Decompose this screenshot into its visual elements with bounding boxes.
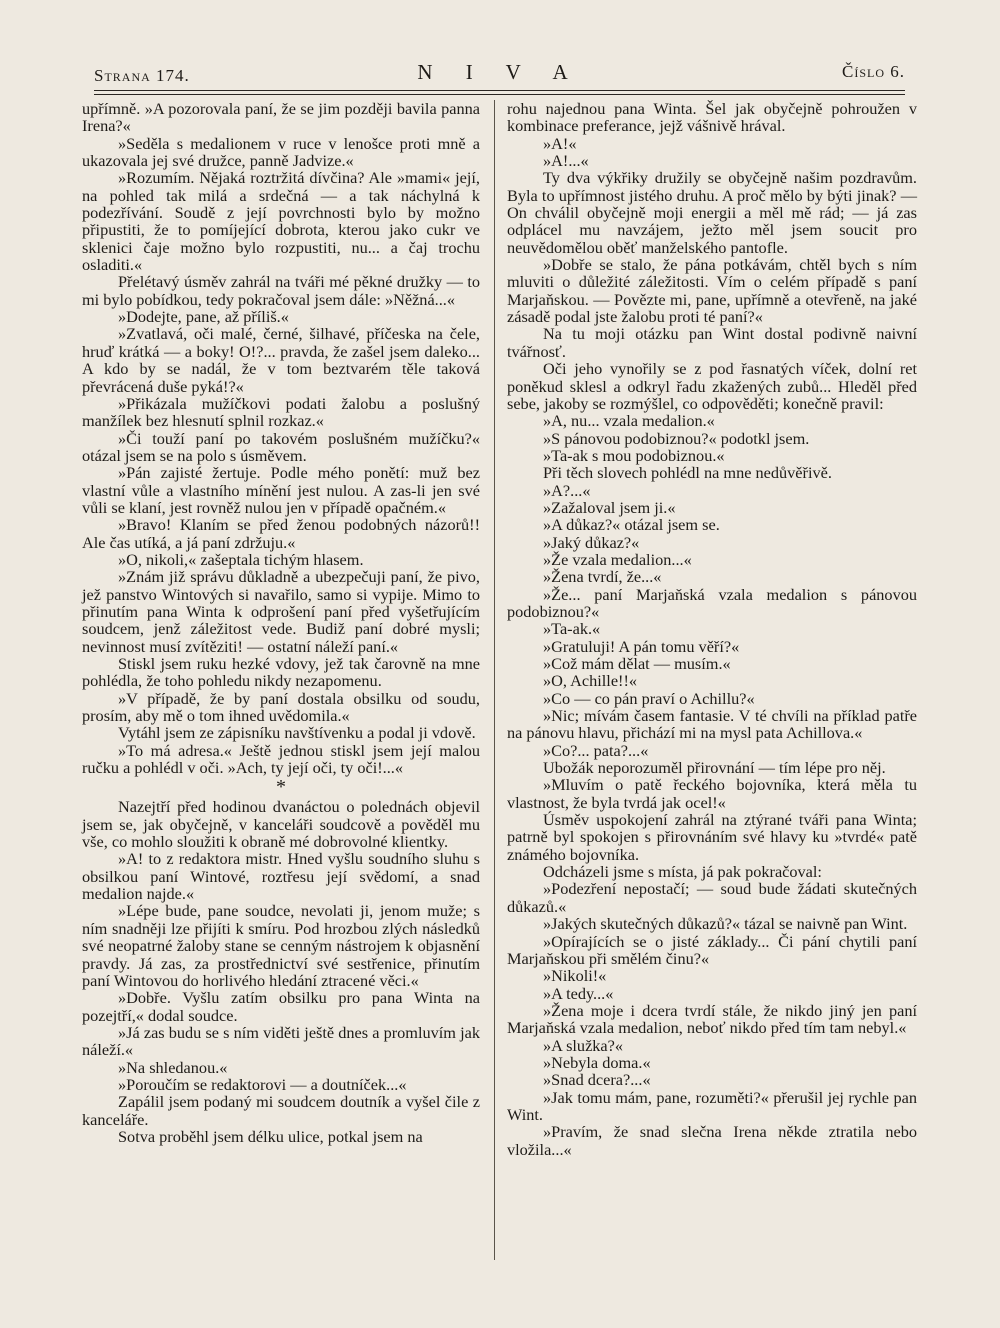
paragraph: Na tu moji otázku pan Wint dostal podivně naivní tvářnosť. [507,324,917,361]
paragraph: »Zažaloval jsem ji.« [543,497,676,517]
running-head [94,60,905,88]
paragraph: »Mluvím o patě řeckého bojovníka, která měla tu vlastnost, že byla tvrdá jak ocel!« [507,775,917,812]
paragraph: »Podezření nepostačí; — soud bude žádati skutečných důkazů.« [507,879,917,916]
paragraph: »Ta-ak.« [543,619,601,639]
right-text-column [507,100,917,1158]
paragraph: »Pán zajisté žertuje. Podle mého ponětí: muž bez vlastní vůle a vlastního mínění jest nulou. A zas-li jen své vůli se klaní, jest rovněž nulou jen v případě opačném.« [82,463,480,517]
paragraph: upřímně. »A pozorovala paní, že se jim později bavila panna Irena?« [82,99,480,136]
paragraph: »A!...« [543,151,589,171]
paragraph: »Gratuluji! A pán tomu věří?« [543,636,740,656]
paragraph: »Žena tvrdí, že...« [543,567,662,587]
paragraph: »Nikoli!« [543,966,607,986]
paragraph: »Lépe bude, pane soudce, nevolati ji, jenom muže; s ním snadněji lze přijíti k smíru. Pod hrozbou zlých následků své neopatrné žaloby stane se cenným nástrojem k objasnění pravdy. Já zas, za prostřednictví své sestřenice, přinutím paní Wintovou do horlivého hledání ztracené věci.« [82,901,480,990]
paragraph: »Dodejte, pane, až příliš.« [118,307,289,327]
paragraph: »A služka?« [543,1035,624,1055]
paragraph: »Snad dcera?...« [543,1070,651,1090]
paragraph: Úsměv uspokojení zahrál na ztýrané tváři pana Winta; patrně byl spokojen s přirovnáním své hlavy ku »tvrdé« patě známého bojovníka. [507,810,917,864]
paragraph: Zapálil jsem podaný mi soudcem doutník a vyšel čile z kanceláře. [82,1092,480,1129]
paragraph: »Ta-ak s mou podobiznou.« [543,445,725,465]
paragraph: »To má adresa.« Ještě jednou stiskl jsem její malou ručku a pohlédl v oči. »Ach, ty její oči, ty oči!...« [82,740,480,778]
paragraph: Stiskl jsem ruku hezké vdovy, jež tak čarovně na mne pohlédla, že toho pohledu nikdy nezapomenu. [82,654,480,691]
page-number: Strana 174. [94,66,190,85]
paragraph: Oči jeho vynořily se z pod řasnatých víček, dolní ret poněkud sklesl a odkryl řadu zkažených zubů... Hleděl před sebe, jakoby se rozmýšlel, co odpověděti; konečně pravil: [507,359,917,413]
paragraph: »Poroučím se redaktorovi — a doutníček...« [118,1074,407,1094]
paragraph: »Zvatlavá, oči malé, černé, šilhavé, příčeska na čele, hruď krátká — a boky! O!?... pravda, že zašel jsem daleko... A kdo by se nadál, že v tom beztvarém těle taková převrácená duše pyká!?« [82,324,480,396]
paragraph: Ty dva výkřiky družily se obyčejně našim pozdravům. Byla to upřímnost jistého druhu. A proč mělo by býti jinak? — On chválil obyčejně moji energii a měl mě rád; — já zas odplácel mu navzájem, ježto měl jsem soucit pro neuvědomělou oběť manželského pantofle. [507,168,917,257]
paragraph: »Já zas budu se s ním viděti ještě dnes a promluvím jak náleží.« [82,1022,480,1060]
paragraph: »Jak tomu mám, pane, rozuměti?« přerušil jej rychle pan Wint. [507,1087,917,1124]
paragraph: »Nebyla doma.« [543,1052,651,1072]
paragraph: »Co — co pán praví o Achillu?« [543,688,755,708]
paragraph: »Což mám dělat — musím.« [543,654,731,673]
paragraph: »Co?... pata?...« [543,740,649,760]
paragraph: »Žena moje i dcera tvrdí stále, že nikdo jiný jen paní Marjaňská vzala medalion, neboť nikdo před tím tam nebyl.« [507,1000,917,1038]
paragraph: »Dobře se stalo, že pána potkávám, chtěl bych s ním mluviti o důležité záležitosti. Vím o celém případě s paní Marjaňskou. — Povězte mi, pane, upřímně a otevřeně, na jaké zásadě podal jste žalobu proti té paní?« [507,255,917,327]
paragraph: Sotva proběhl jsem délku ulice, potkal jsem na [118,1126,423,1146]
paragraph: Ubožák neporozuměl přirovnání — tím lépe pro něj. [543,758,886,778]
paragraph: »A důkaz?« otázal jsem se. [543,515,720,535]
paragraph: »Pravím, že snad slečna Irena někde ztratila nebo vložila...« [507,1122,917,1159]
paragraph: »Bravo! Klaním se před ženou podobných názorů!! Ale čas utíká, a já paní zdržuju.« [82,515,480,552]
paragraph: »Nic; mívám časem fantasie. V té chvíli na příklad patře na pánovu hlavu, přichází mi na mysl pata Achillova.« [507,706,917,743]
paragraph: »Znám již správu důkladně a ubezpečuji paní, že pivo, jež panstvo Wintových si navařilo, samo si vypije. Mimo to přinutím pana Winta k odprošení paní před vyšetřujícím soudcem, jenž záležitost vede. Budiž paní dobré mysli; nevinnost musí zvítěziti! — ostatní náleží paní.« [82,567,480,656]
header-rule [94,90,905,95]
paragraph: »A?...« [543,480,591,500]
paragraph: »Jakých skutečných důkazů?« tázal se naivně pan Wint. [543,914,908,934]
paragraph: Při těch slovech pohlédl na mne nedůvěřivě. [543,463,832,483]
paragraph: »Dobře. Vyšlu zatím obsilku pro pana Winta na pozejtří,« dodal soudce. [82,988,480,1025]
paragraph: »A, nu... vzala medalion.« [543,411,715,431]
paragraph: »Že vzala medalion...« [543,549,692,569]
paragraph: »O, Achille!!« [543,671,638,691]
paragraph: rohu najednou pana Winta. Šel jak obyčejně pohroužen v kombinace preferance, jejž vášnivě hrával. [507,99,917,136]
paragraph: Vytáhl jsem ze zápisníku navštívenku a podal ji vdově. [118,723,476,743]
paragraph: »A tedy...« [543,983,614,1003]
issue-number: Číslo 6. [841,62,905,81]
paragraph: »Seděla s medalionem v ruce v lenošce proti mně a ukazovala jej své družce, panně Jadvize.« [82,133,480,171]
column-divider [494,100,495,1260]
paragraph: Přelétavý úsměv zahrál na tváři mé pěkné družky — to mi bylo pobídkou, tedy pokračoval jsem dále: »Něžná...« [82,272,480,309]
paragraph: »Že... paní Marjaňská vzala medalion s pánovou podobiznou?« [507,584,917,621]
paragraph: »Přikázala mužíčkovi podati žalobu a poslušný manžílek bez hlesnutí splnil rozkaz.« [82,393,480,431]
paragraph: »Na shledanou.« [118,1057,228,1077]
paragraph: »A!« [543,133,577,153]
paragraph: Nazejtří před hodinou dvanáctou o polednách objevil jsem se, jak obyčejně, v kanceláři soudcově a pověděl mu vše, co mohlo sloužiti k obraně mé dobrovolné klientky. [82,797,480,852]
paragraph: »O, nikoli,« zašeptala tichým hlasem. [118,549,364,569]
paragraph: »Či touží paní po takovém poslušném mužíčku?« otázal jsem se na polo s úsměvem. [82,428,480,465]
paragraph: »V případě, že by paní dostala obsilku od soudu, prosím, aby mě o tom ihned uvědomila.« [82,688,480,726]
paragraph: »Jaký důkaz?« [543,532,640,552]
paragraph: »Rozumím. Nějaká roztržitá dívčina? Ale »mami« její, na pohled tak milá a srdečná — a tak náchylná k podezřívání. Soudě z její povrchnosti bylo by možno připustiti, že to pomíjející dobrota, kterou jako cukr ve sklenici čaje možno bylo rozpustiti, nu... a čaj trochu osladiti.« [82,168,480,275]
left-text-column [82,100,480,1145]
paragraph: »S pánovou podobiznou?« podotkl jsem. [543,428,810,448]
journal-title: N I V A [417,60,582,84]
paragraph: Odcházeli jsme s místa, já pak pokračoval: [543,862,822,882]
section-break: * [276,776,286,799]
paragraph: »Opírajících se o jisté základy... Či pání chytili paní Marjaňskou při smělém činu?« [507,931,917,968]
paragraph: »A! to z redaktora mistr. Hned vyšlu soudního sluhu s obsilkou paní Wintové, roztřesu její svědomí, a snad medalion najde.« [82,849,480,904]
